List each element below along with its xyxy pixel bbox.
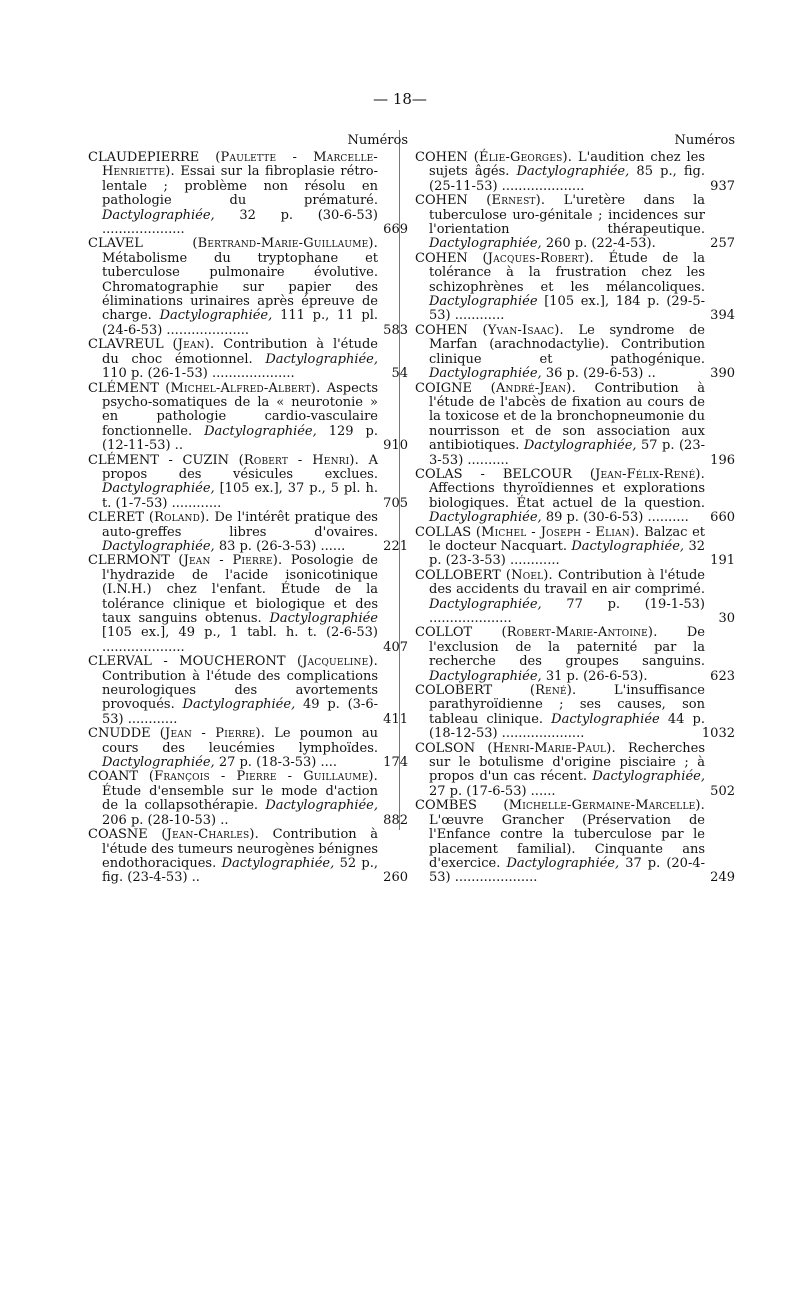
entry-author: COHEN bbox=[415, 250, 468, 266]
entry-publication: Dactylographiée, bbox=[102, 538, 215, 554]
entry-number: 407 bbox=[383, 639, 408, 655]
entry-title: L'audition chez les sujets âgés. bbox=[429, 150, 706, 180]
entry-number: 623 bbox=[710, 668, 735, 684]
catalog-entry bbox=[415, 380, 735, 468]
numeros-header-left: Numéros bbox=[347, 133, 408, 148]
entry-publication: Dactylographiée, bbox=[204, 423, 317, 439]
entry-title: A propos des vésicules exclues. bbox=[102, 452, 379, 482]
entry-title: Métabolisme du tryptophane et tuberculose pulmonaire évolutive. Chromatographie sur papier des éliminations urinaires après épreuve de charge. bbox=[102, 250, 378, 324]
entry-details: 44 p. (18-12-53) .................... bbox=[429, 711, 705, 742]
entry-title: Balzac et le docteur Nacquart. bbox=[429, 524, 705, 554]
entry-author: CLAVREUL bbox=[88, 337, 164, 353]
catalog-entry bbox=[88, 769, 408, 828]
entry-publication: Dactylographiée, bbox=[429, 236, 542, 252]
entry-given-names: (Jacqueline). bbox=[297, 654, 378, 670]
left-column bbox=[88, 133, 408, 886]
catalog-entry bbox=[415, 250, 735, 324]
page-number: — 18— bbox=[373, 90, 427, 108]
entry-details: [105 ex.], 184 p. (29-5-53) ............ bbox=[429, 294, 705, 324]
entry-details: 85 p., fig. (25-11-53) .................... bbox=[429, 164, 705, 194]
entry-author: COASNE bbox=[88, 827, 148, 843]
entry-number: 937 bbox=[710, 178, 735, 194]
entry-details: 110 p. (26-1-53) .................... bbox=[102, 366, 295, 382]
entry-given-names: (Michelle-Germaine-Marcelle). bbox=[503, 798, 705, 814]
numeros-header-right: Numéros bbox=[674, 133, 735, 148]
catalog-entry bbox=[88, 510, 408, 554]
entry-given-names: (André-Jean). bbox=[490, 380, 576, 396]
entry-number: 260 bbox=[383, 870, 408, 886]
entry-publication: Dactylographiée bbox=[429, 294, 538, 310]
catalog-entry bbox=[88, 337, 408, 382]
entry-given-names: (François - Pierre - Guillaume). bbox=[148, 769, 378, 785]
entry-publication: Dactylographiée, bbox=[571, 538, 685, 554]
entry-publication: Dactylographiée, bbox=[429, 596, 542, 612]
entry-author: CLAVEL bbox=[88, 236, 143, 252]
catalog-entry bbox=[415, 524, 735, 569]
entry-author: COIGNE bbox=[415, 380, 472, 396]
entry-details: [105 ex.], 37 p., 5 pl. h. t. (1-7-53) ............ bbox=[102, 481, 378, 511]
entry-publication: Dactylographiée bbox=[551, 711, 660, 727]
entry-publication: Dactylographiée, bbox=[429, 366, 542, 382]
catalog-entry bbox=[415, 567, 735, 627]
catalog-entry bbox=[415, 193, 735, 252]
entry-title: Contribution à l'étude du choc émotionnel. bbox=[102, 337, 378, 367]
entry-number: 669 bbox=[383, 222, 408, 238]
left-entries bbox=[88, 150, 408, 886]
entry-number: 882 bbox=[383, 812, 408, 828]
entry-author: COANT bbox=[88, 769, 139, 785]
catalog-entry bbox=[88, 380, 408, 454]
entry-details: 37 p. (20-4-53) .................... bbox=[429, 855, 706, 886]
entry-number: 583 bbox=[383, 322, 408, 338]
entry-publication: Dactylographiée, bbox=[159, 308, 273, 324]
entry-number: 174 bbox=[383, 755, 408, 771]
entry-given-names: (Noel). bbox=[505, 567, 553, 583]
catalog-entry bbox=[88, 654, 408, 727]
entry-given-names: (Jean - Pierre). bbox=[178, 553, 283, 569]
entry-publication: Dactylographiée, bbox=[102, 755, 215, 771]
entry-given-names: (René). bbox=[529, 683, 577, 699]
entry-number: 196 bbox=[710, 452, 735, 468]
entry-author: COHEN bbox=[415, 150, 468, 165]
entry-number: 54 bbox=[391, 366, 408, 382]
entry-given-names: (Élie-Georges). bbox=[473, 150, 573, 165]
entry-details: 49 p. (3-6-53) ............ bbox=[102, 697, 378, 727]
entry-author: COLLAS bbox=[415, 524, 472, 540]
entry-title: Posologie de l'hydrazide de l'acide isonicotinique (I.N.H.) chez l'enfant. Étude de la tolérance clinique et biologique et des taux sanguins obtenus. bbox=[102, 553, 378, 626]
catalog-entry bbox=[88, 553, 408, 655]
entry-number: 502 bbox=[710, 783, 735, 799]
catalog-entry bbox=[415, 150, 735, 194]
entry-details: 89 p. (30-6-53) .......... bbox=[545, 510, 689, 526]
entry-title: Étude de la tolérance à la frustration chez les schizophrènes et les mélancoliques. bbox=[429, 250, 705, 295]
entry-given-names: (Michel - Joseph - Elian). bbox=[475, 524, 640, 540]
entry-number: 249 bbox=[710, 870, 735, 886]
entry-number: 705 bbox=[383, 495, 408, 511]
entry-title: L'uretère dans la tuberculose uro-génitale ; incidences sur l'orientation thérapeutique. bbox=[429, 193, 705, 238]
catalog-entry bbox=[88, 150, 408, 238]
entry-author: CLERVAL - MOUCHERONT bbox=[88, 654, 286, 670]
entry-details: 27 p. (17-6-53) ...... bbox=[429, 783, 556, 799]
entry-title: Étude d'ensemble sur le mode d'action de la collapsothérapie. bbox=[102, 783, 378, 814]
catalog-entry bbox=[415, 683, 735, 742]
entry-title: Le poumon au cours des leucémies lymphoïdes. bbox=[102, 726, 378, 756]
entry-publication: Dactylographiée, bbox=[506, 855, 620, 871]
entry-number: 30 bbox=[718, 611, 735, 626]
entry-publication: Dactylographiée, bbox=[523, 438, 637, 454]
entry-publication: Dactylographiée, bbox=[429, 668, 542, 684]
entry-given-names: (Jean - Pierre). bbox=[159, 726, 266, 742]
entry-title: De l'exclusion de la paternité par la recherche des groupes sanguins. bbox=[429, 625, 705, 670]
entry-publication: Dactylographiée, bbox=[429, 510, 542, 526]
entry-author: COLSON bbox=[415, 740, 476, 756]
entry-details: 260 p. (22-4-53). bbox=[545, 236, 656, 252]
right-column bbox=[415, 133, 735, 886]
entry-number: 660 bbox=[710, 510, 735, 526]
entry-title: Essai sur la fibroplasie rétro-lentale ; problème non résolu en pathologie du prématuré. bbox=[102, 164, 378, 209]
entry-author: CLERMONT bbox=[88, 553, 170, 569]
entry-publication: Dactylographiée, bbox=[592, 769, 705, 785]
entry-given-names: (Paulette - Marcelle-Henriette). bbox=[102, 150, 378, 180]
entry-details: 57 p. (23-3-53) .......... bbox=[429, 438, 705, 468]
entry-given-names: (Jean-Félix-René). bbox=[589, 466, 705, 482]
entry-details: 129 p. (12-11-53) .. bbox=[102, 423, 378, 454]
entry-given-names: (Bertrand-Marie-Guillaume). bbox=[192, 236, 378, 252]
entry-author: CNUDDE bbox=[88, 726, 151, 742]
entry-publication: Dactylographiée, bbox=[182, 697, 296, 713]
entry-given-names: (Roland). bbox=[148, 510, 210, 526]
entry-author: CLÉMENT bbox=[88, 380, 159, 396]
entry-details: 27 p. (18-3-53) .... bbox=[218, 755, 338, 771]
entry-given-names: (Robert - Henri). bbox=[238, 452, 359, 468]
entry-details: 32 p. (23-3-53) ............ bbox=[429, 538, 705, 569]
catalog-entry bbox=[415, 466, 735, 526]
entry-title: Contribution à l'étude de l'abcès de fixation au cours de la toxicose et de la bronchopneumonie du nourrisson et de son association aux antibiotiques. bbox=[429, 380, 705, 454]
entry-title: L'œuvre Grancher (Préservation de l'Enfance contre la tuberculose par le placement familial). Cinquante ans d'exercice. bbox=[429, 812, 705, 871]
right-entries bbox=[415, 150, 735, 886]
entry-publication: Dactylographiée bbox=[269, 611, 378, 626]
entry-author: COHEN bbox=[415, 322, 468, 338]
entry-number: 191 bbox=[710, 553, 735, 569]
entry-author: CLERET bbox=[88, 510, 145, 526]
entry-publication: Dactylographiée, bbox=[102, 481, 215, 497]
entry-details: 77 p. (19-1-53) .................... bbox=[429, 596, 705, 626]
entry-given-names: (Henri-Marie-Paul). bbox=[487, 740, 616, 756]
entry-given-names: (Yvan-Isaac). bbox=[482, 322, 564, 338]
entry-title: De l'intérêt pratique des auto-greffes libres d'ovaires. bbox=[102, 510, 378, 540]
catalog-entry bbox=[415, 740, 735, 800]
entry-details: 32 p. (30-6-53) .................... bbox=[102, 207, 378, 238]
entry-author: CLAUDEPIERRE bbox=[88, 150, 200, 165]
entry-author: COHEN bbox=[415, 193, 468, 209]
entry-number: 221 bbox=[383, 538, 408, 554]
entry-details: 36 p. (29-6-53) .. bbox=[545, 366, 656, 382]
entry-publication: Dactylographiée, bbox=[265, 351, 378, 367]
catalog-entry bbox=[415, 322, 735, 382]
entry-given-names: (Robert-Marie-Antoine). bbox=[501, 625, 658, 641]
entry-author: COLAS - BELCOUR bbox=[415, 466, 572, 482]
entry-details: 111 p., 11 pl. (24-6-53) .................... bbox=[102, 308, 379, 338]
entry-number: 910 bbox=[383, 438, 408, 454]
entry-given-names: (Jacques-Robert). bbox=[482, 250, 594, 266]
entry-given-names: (Jean-Charles). bbox=[161, 827, 259, 843]
entry-given-names: (Ernest). bbox=[486, 193, 546, 209]
entry-title: L'insuffisance parathyroïdienne ; ses causes, son tableau clinique. bbox=[429, 683, 705, 727]
entry-title: Affections thyroïdiennes et explorations biologiques. État actuel de la question. bbox=[429, 481, 705, 511]
catalog-entry bbox=[415, 798, 735, 886]
entry-publication: Dactylographiée, bbox=[516, 164, 630, 180]
entry-given-names: (Michel-Alfred-Albert). bbox=[165, 380, 321, 396]
entry-details: 52 p., fig. (23-4-53) .. bbox=[102, 855, 379, 886]
entry-title: Contribution à l'étude des tumeurs neurogènes bénignes endothoraciques. bbox=[102, 827, 379, 871]
entry-given-names: (Jean). bbox=[172, 337, 215, 353]
catalog-entry bbox=[88, 827, 408, 886]
catalog-entry bbox=[88, 236, 408, 338]
entry-details: 31 p. (26-6-53). bbox=[545, 668, 648, 684]
entry-author: COLLOT bbox=[415, 625, 473, 641]
entry-publication: Dactylographiée, bbox=[221, 855, 335, 871]
entry-title: Le syndrome de Marfan (arachnodactylie). Contribution clinique et pathogénique. bbox=[429, 322, 705, 367]
entry-title: Contribution à l'étude des accidents du travail en air comprimé. bbox=[429, 567, 705, 598]
entry-author: COLOBERT bbox=[415, 683, 493, 699]
entry-title: Contribution à l'étude des complications neurologiques des avortements provoqués. bbox=[102, 668, 378, 713]
entry-number: 411 bbox=[383, 711, 408, 727]
entry-author: CLÉMENT - CUZIN bbox=[88, 452, 229, 468]
entry-number: 257 bbox=[710, 236, 735, 252]
entry-title: Aspects psycho-somatiques de la « neurotonie » en pathologie cardio-vasculaire fonctionnelle. bbox=[102, 380, 378, 439]
catalog-entry bbox=[88, 452, 408, 512]
entry-details: 206 p. (28-10-53) .. bbox=[102, 812, 229, 828]
entry-author: COMBES bbox=[415, 798, 477, 814]
entry-publication: Dactylographiée, bbox=[265, 798, 378, 814]
entry-author: COLLOBERT bbox=[415, 567, 501, 583]
entry-title: Recherches sur le botulisme d'origine pisciaire ; à propos d'un cas récent. bbox=[429, 740, 705, 785]
entry-number: 394 bbox=[710, 308, 735, 324]
entry-details: [105 ex.], 49 p., 1 tabl. h. t. (2-6-53) .................... bbox=[102, 625, 378, 655]
catalog-entry bbox=[88, 726, 408, 771]
entry-number: 1032 bbox=[701, 726, 735, 742]
entry-details: 83 p. (26-3-53) ...... bbox=[218, 538, 346, 554]
entry-publication: Dactylographiée, bbox=[102, 207, 215, 223]
entry-number: 390 bbox=[710, 366, 735, 382]
catalog-entry bbox=[415, 625, 735, 684]
